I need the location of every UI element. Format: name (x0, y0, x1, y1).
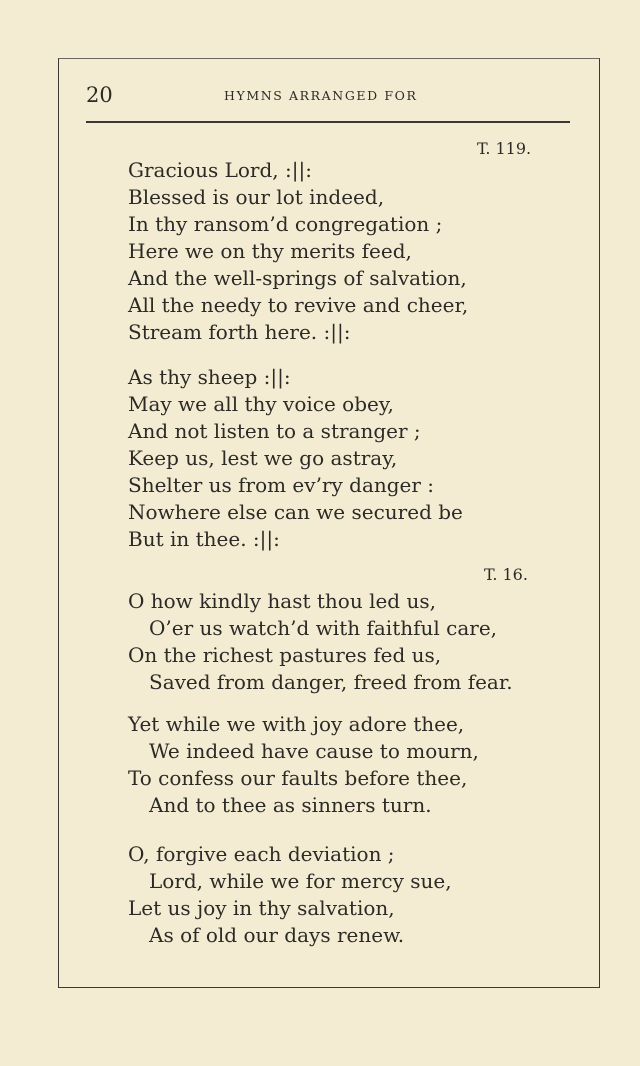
hymn-line: May we all thy voice obey, (128, 392, 394, 416)
header-rule (86, 121, 570, 123)
hymn-line: Blessed is our lot indeed, (128, 185, 385, 209)
page-number: 20 (86, 83, 113, 107)
hymn-line: Yet while we with joy adore thee, (128, 712, 465, 736)
hymn-line-indented: O’er us watch’d with faithful care, (149, 616, 498, 640)
hymn-line: Let us joy in thy salvation, (128, 896, 395, 920)
hymn-line: O, forgive each deviation ; (128, 842, 395, 866)
tune-number: T. 119. (477, 139, 532, 158)
hymn-line: As thy sheep :||: (128, 365, 291, 389)
hymn-line: And not listen to a stranger ; (128, 419, 421, 443)
hymn-line: In thy ransom’d congregation ; (128, 212, 443, 236)
running-title: HYMNS ARRANGED FOR (224, 88, 418, 103)
hymn-line: And the well-springs of salvation, (128, 266, 467, 290)
hymn-line-indented: As of old our days renew. (149, 923, 405, 947)
hymn-line-indented: We indeed have cause to mourn, (149, 739, 479, 763)
hymn-line-indented: And to thee as sinners turn. (149, 793, 432, 817)
hymn-line-indented: Saved from danger, freed from fear. (149, 670, 513, 694)
hymn-line-indented: Lord, while we for mercy sue, (149, 869, 452, 893)
hymn-line: Keep us, lest we go astray, (128, 446, 398, 470)
hymn-line: To confess our faults before thee, (128, 766, 468, 790)
tune-number: T. 16. (484, 565, 528, 584)
hymn-line: Gracious Lord, :||: (128, 158, 312, 182)
hymn-line: But in thee. :||: (128, 527, 280, 551)
hymn-line: All the needy to revive and cheer, (128, 293, 469, 317)
hymn-line: Nowhere else can we secured be (128, 500, 463, 524)
hymn-line: Stream forth here. :||: (128, 320, 351, 344)
hymn-line: Shelter us from ev’ry danger : (128, 473, 435, 497)
hymn-line: O how kindly hast thou led us, (128, 589, 436, 613)
hymn-line: On the richest pastures fed us, (128, 643, 442, 667)
hymn-line: Here we on thy merits feed, (128, 239, 412, 263)
